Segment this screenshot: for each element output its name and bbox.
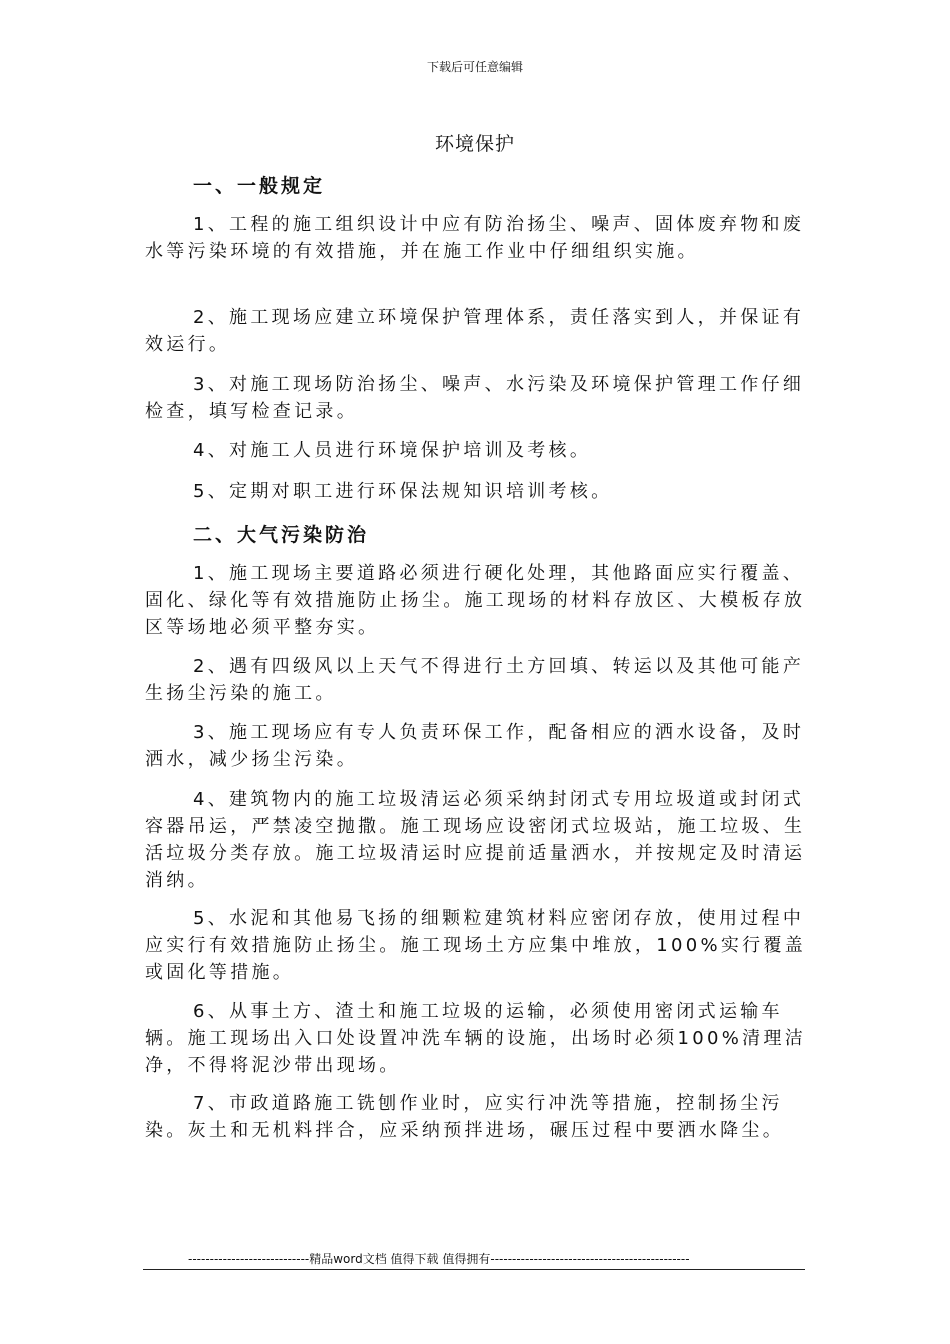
paragraph: 2、遇有四级风以上天气不得进行土方回填、转运以及其他可能产生扬尘污染的施工。	[145, 656, 805, 704]
paragraph: 5、定期对职工进行环保法规知识培训考核。	[193, 481, 613, 502]
paragraph: 3、对施工现场防治扬尘、噪声、水污染及环境保护管理工作仔细检查，填写检查记录。	[145, 374, 805, 422]
paragraph: 4、对施工人员进行环境保护培训及考核。	[193, 440, 592, 461]
paragraph: 1、工程的施工组织设计中应有防治扬尘、噪声、固体废弃物和废水等污染环境的有效措施，并在施工作业中仔细组织实施。	[145, 214, 805, 262]
paragraph: 7、市政道路施工铣刨作业时，应实行冲洗等措施，控制扬尘污染。灰土和无机料拌合，应采纳预拌进场，碾压过程中要洒水降尘。	[145, 1093, 784, 1141]
paragraph: 1、施工现场主要道路必须进行硬化处理，其他路面应实行覆盖、固化、绿化等有效措施防止扬尘。施工现场的材料存放区、大模板存放区等场地必须平整夯实。	[145, 563, 806, 638]
section-heading-general: 一、一般规定	[193, 175, 326, 197]
page-footer: ----------------------------精品word文档 值得下载 值得拥有----------------------------------------------	[188, 1252, 690, 1266]
document-title: 环境保护	[434, 133, 515, 155]
paragraph: 3、施工现场应有专人负责环保工作，配备相应的洒水设备，及时洒水，减少扬尘污染。	[145, 722, 805, 770]
paragraph: 4、建筑物内的施工垃圾清运必须采纳封闭式专用垃圾道或封闭式容器吊运，严禁凌空抛撒。施工现场应设密闭式垃圾站，施工垃圾、生活垃圾分类存放。施工垃圾清运时应提前适量洒水，并按规定及时清运消纳。	[145, 789, 806, 891]
paragraph: 5、水泥和其他易飞扬的细颗粒建筑材料应密闭存放，使用过程中应实行有效措施防止扬尘。施工现场土方应集中堆放，100%实行覆盖或固化等措施。	[145, 908, 807, 983]
section-heading-air-pollution: 二、大气污染防治	[193, 524, 370, 546]
footer-divider	[143, 1269, 805, 1270]
paragraph: 2、施工现场应建立环境保护管理体系，责任落实到人，并保证有效运行。	[145, 307, 805, 355]
paragraph: 6、从事土方、渣土和施工垃圾的运输，必须使用密闭式运输车辆。施工现场出入口处设置冲洗车辆的设施，出场时必须100%清理洁净，不得将泥沙带出现场。	[145, 1001, 807, 1076]
page-header: 下载后可任意编辑	[426, 60, 523, 74]
